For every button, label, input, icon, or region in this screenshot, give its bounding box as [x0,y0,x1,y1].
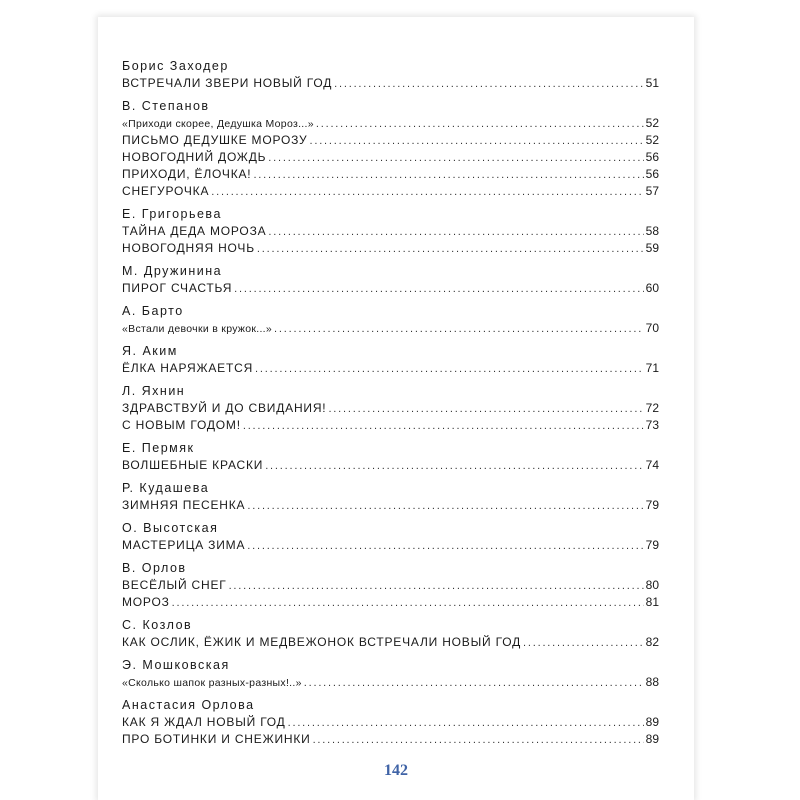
toc-entry [122,714,659,731]
entry-page-number: 52 [645,116,659,130]
dot-leader [211,184,643,201]
toc-entry [122,360,659,377]
toc-entry [122,320,659,337]
author-name: Я. Аким [122,344,178,358]
entry-title: МОРОЗ [122,595,170,609]
entry-title: ПРО БОТИНКИ И СНЕЖИНКИ [122,732,311,746]
toc-entry [122,280,659,297]
toc-entry [122,594,659,611]
entry-title: КАК Я ЖДАЛ НОВЫЙ ГОД [122,715,286,729]
author-name: Р. Кудашева [122,481,210,495]
author-name: Э. Мошковская [122,658,230,672]
entry-title: НОВОГОДНЯЯ НОЧЬ [122,241,255,255]
author-name: В. Степанов [122,99,210,113]
dot-leader [257,241,644,258]
toc-section [122,559,659,611]
entry-title: «Сколько шапок разных-разных!..» [122,677,302,689]
entry-page-number: 89 [645,732,659,746]
entry-title: КАК ОСЛИК, ЁЖИК И МЕДВЕЖОНОК ВСТРЕЧАЛИ НОВЫЙ ГОД [122,635,522,649]
toc-section [122,302,659,337]
entry-title: СНЕГУРОЧКА [122,184,210,198]
author-name: Борис Заходер [122,59,229,73]
entry-title: ЗДРАВСТВУЙ И ДО СВИДАНИЯ! [122,401,327,415]
dot-leader [268,150,643,167]
toc-entry [122,731,659,748]
toc-entry [122,166,659,183]
dot-leader [243,418,644,435]
toc-entry [122,537,659,554]
author-name: Е. Григорьева [122,207,222,221]
author-name: О. Высотская [122,521,219,535]
toc-entry [122,115,659,132]
author-name: Л. Яхнин [122,384,186,398]
toc-entry [122,149,659,166]
entry-page-number: 79 [645,538,659,552]
author-name: Анастасия Орлова [122,698,255,712]
table-of-contents [122,57,659,753]
toc-section [122,519,659,554]
dot-leader [234,281,643,298]
toc-entry [122,132,659,149]
entry-page-number: 60 [645,281,659,295]
toc-section [122,342,659,377]
entry-page-number: 71 [645,361,659,375]
entry-page-number: 82 [645,635,659,649]
author-name: В. Орлов [122,561,187,575]
entry-page-number: 59 [645,241,659,255]
entry-page-number: 56 [645,167,659,181]
toc-entry [122,674,659,691]
entry-page-number: 57 [645,184,659,198]
dot-leader [334,76,644,93]
book-page [98,17,694,800]
author-name: А. Барто [122,304,184,318]
dot-leader [247,538,643,555]
toc-section [122,57,659,92]
author-name: С. Козлов [122,618,193,632]
dot-leader [304,675,644,692]
entry-page-number: 88 [645,675,659,689]
toc-section [122,262,659,297]
entry-page-number: 81 [645,595,659,609]
dot-leader [172,595,644,612]
toc-entry [122,240,659,257]
dot-leader [253,167,643,184]
dot-leader [268,224,643,241]
dot-leader [229,578,644,595]
entry-page-number: 51 [645,76,659,90]
dot-leader [328,401,643,418]
entry-page-number: 74 [645,458,659,472]
entry-title: С НОВЫМ ГОДОМ! [122,418,241,432]
author-name: М. Дружинина [122,264,223,278]
toc-section [122,382,659,434]
entry-page-number: 80 [645,578,659,592]
toc-section [122,479,659,514]
entry-title: ПРИХОДИ, ЁЛОЧКА! [122,167,252,181]
entry-page-number: 72 [645,401,659,415]
toc-section [122,439,659,474]
dot-leader [316,116,644,133]
dot-leader [523,635,644,652]
entry-title: ВЕСЁЛЫЙ СНЕГ [122,578,227,592]
dot-leader [313,732,644,749]
entry-title: «Приходи скорее, Дедушка Мороз...» [122,118,314,130]
toc-section [122,696,659,748]
toc-entry [122,183,659,200]
toc-entry [122,75,659,92]
toc-entry [122,457,659,474]
entry-page-number: 58 [645,224,659,238]
entry-title: ЗИМНЯЯ ПЕСЕНКА [122,498,246,512]
dot-leader [288,715,644,732]
toc-entry [122,400,659,417]
entry-title: ПИРОГ СЧАСТЬЯ [122,281,233,295]
dot-leader [309,133,643,150]
toc-entry [122,634,659,651]
dot-leader [247,498,643,515]
author-name: Е. Пермяк [122,441,195,455]
dot-leader [274,321,644,338]
entry-title: НОВОГОДНИЙ ДОЖДЬ [122,150,267,164]
entry-page-number: 70 [645,321,659,335]
entry-title: «Встали девочки в кружок...» [122,323,273,335]
toc-section [122,616,659,651]
entry-title: ЁЛКА НАРЯЖАЕТСЯ [122,361,254,375]
entry-title: ВОЛШЕБНЫЕ КРАСКИ [122,458,264,472]
toc-section [122,656,659,691]
toc-section [122,205,659,257]
entry-page-number: 56 [645,150,659,164]
toc-entry [122,417,659,434]
entry-title: ПИСЬМО ДЕДУШКЕ МОРОЗУ [122,133,308,147]
entry-title: МАСТЕРИЦА ЗИМА [122,538,246,552]
entry-title: ТАЙНА ДЕДА МОРОЗА [122,224,267,238]
toc-entry [122,223,659,240]
toc-entry [122,497,659,514]
entry-page-number: 89 [645,715,659,729]
dot-leader [255,361,644,378]
entry-page-number: 79 [645,498,659,512]
entry-title: ВСТРЕЧАЛИ ЗВЕРИ НОВЫЙ ГОД [122,76,333,90]
entry-page-number: 73 [645,418,659,432]
dot-leader [265,458,643,475]
toc-section [122,97,659,200]
toc-entry [122,577,659,594]
entry-page-number: 52 [645,133,659,147]
page-number: 142 [384,762,408,779]
